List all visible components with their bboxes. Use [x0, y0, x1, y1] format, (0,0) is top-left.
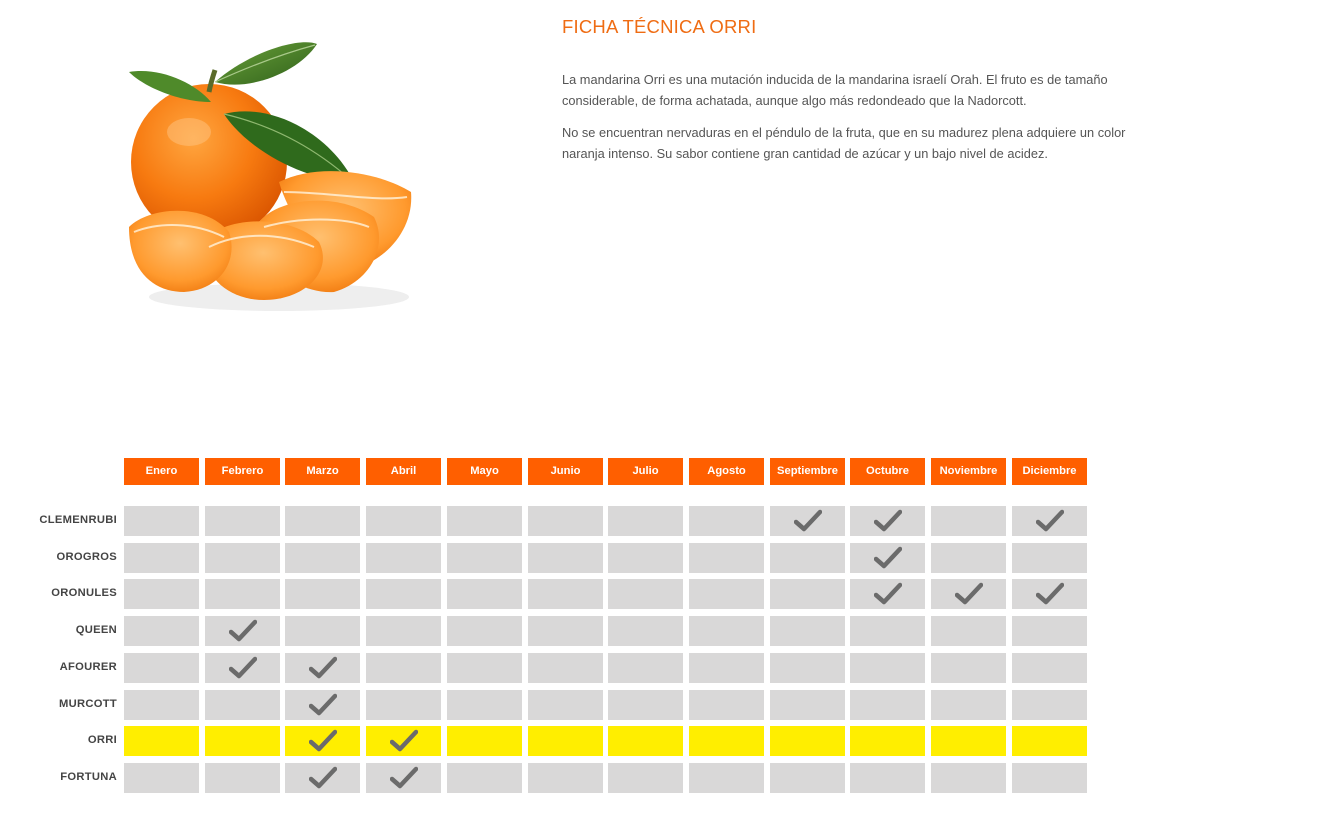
calendar-cell-orogros-junio — [528, 543, 603, 573]
calendar-cell-oronules-octubre — [850, 579, 925, 609]
calendar-cell-orogros-marzo — [285, 543, 360, 573]
calendar-cell-murcott-mayo — [447, 690, 522, 720]
calendar-cell-fortuna-agosto — [689, 763, 764, 793]
calendar-cell-orogros-diciembre — [1012, 543, 1087, 573]
calendar-cell-orri-agosto — [689, 726, 764, 756]
month-header-agosto: Agosto — [689, 458, 764, 485]
check-icon — [309, 729, 337, 753]
month-header-marzo: Marzo — [285, 458, 360, 485]
calendar-cell-afourer-enero — [124, 653, 199, 683]
calendar-cell-queen-agosto — [689, 616, 764, 646]
check-icon — [309, 693, 337, 717]
calendar-cell-queen-octubre — [850, 616, 925, 646]
calendar-cell-murcott-marzo — [285, 690, 360, 720]
calendar-cell-oronules-febrero — [205, 579, 280, 609]
calendar-cell-orri-diciembre — [1012, 726, 1087, 756]
month-header-junio: Junio — [528, 458, 603, 485]
variety-label-orri: ORRI — [87, 734, 117, 746]
variety-label-fortuna: FORTUNA — [60, 771, 117, 783]
calendar-cell-fortuna-junio — [528, 763, 603, 793]
calendar-cell-fortuna-julio — [608, 763, 683, 793]
calendar-cell-orri-junio — [528, 726, 603, 756]
calendar-cell-fortuna-marzo — [285, 763, 360, 793]
month-header-octubre: Octubre — [850, 458, 925, 485]
calendar-cell-orogros-enero — [124, 543, 199, 573]
calendar-cell-queen-mayo — [447, 616, 522, 646]
check-icon — [309, 656, 337, 680]
month-header-julio: Julio — [608, 458, 683, 485]
calendar-cell-clemenrubi-agosto — [689, 506, 764, 536]
calendar-cell-oronules-agosto — [689, 579, 764, 609]
calendar-cell-murcott-junio — [528, 690, 603, 720]
calendar-cell-murcott-agosto — [689, 690, 764, 720]
calendar-cell-murcott-septiembre — [770, 690, 845, 720]
calendar-cell-queen-marzo — [285, 616, 360, 646]
calendar-cell-queen-septiembre — [770, 616, 845, 646]
check-icon — [874, 582, 902, 606]
variety-label-queen: QUEEN — [75, 624, 117, 636]
check-icon — [874, 546, 902, 570]
calendar-cell-orogros-julio — [608, 543, 683, 573]
calendar-cell-murcott-diciembre — [1012, 690, 1087, 720]
variety-label-orogros: OROGROS — [56, 551, 117, 563]
check-icon — [390, 766, 418, 790]
calendar-cell-orri-febrero — [205, 726, 280, 756]
calendar-cell-orri-abril — [366, 726, 441, 756]
calendar-cell-fortuna-febrero — [205, 763, 280, 793]
description-paragraph-1: La mandarina Orri es una mutación inducida de la mandarina israelí Orah. El fruto es de tamaño considerable, de forma achatada, aunque algo más redondeado que la Nadorcott. — [562, 72, 1108, 108]
calendar-cell-queen-noviembre — [931, 616, 1006, 646]
calendar-cell-queen-abril — [366, 616, 441, 646]
calendar-cell-clemenrubi-enero — [124, 506, 199, 536]
month-header-diciembre: Diciembre — [1012, 458, 1087, 485]
calendar-cell-murcott-octubre — [850, 690, 925, 720]
calendar-cell-clemenrubi-diciembre — [1012, 506, 1087, 536]
check-icon — [309, 766, 337, 790]
variety-label-clemenrubi: CLEMENRUBI — [39, 514, 117, 526]
calendar-cell-oronules-noviembre — [931, 579, 1006, 609]
calendar-cell-clemenrubi-septiembre — [770, 506, 845, 536]
calendar-cell-orogros-abril — [366, 543, 441, 573]
month-header-febrero: Febrero — [205, 458, 280, 485]
calendar-cell-fortuna-abril — [366, 763, 441, 793]
check-icon — [874, 509, 902, 533]
calendar-cell-afourer-octubre — [850, 653, 925, 683]
calendar-cell-queen-febrero — [205, 616, 280, 646]
calendar-cell-queen-diciembre — [1012, 616, 1087, 646]
calendar-cell-clemenrubi-junio — [528, 506, 603, 536]
calendar-cell-oronules-enero — [124, 579, 199, 609]
calendar-cell-orri-noviembre — [931, 726, 1006, 756]
calendar-cell-fortuna-noviembre — [931, 763, 1006, 793]
calendar-cell-orri-marzo — [285, 726, 360, 756]
calendar-cell-orri-julio — [608, 726, 683, 756]
check-icon — [229, 619, 257, 643]
calendar-cell-queen-enero — [124, 616, 199, 646]
calendar-cell-oronules-diciembre — [1012, 579, 1087, 609]
check-icon — [794, 509, 822, 533]
calendar-cell-clemenrubi-marzo — [285, 506, 360, 536]
calendar-cell-afourer-noviembre — [931, 653, 1006, 683]
calendar-cell-fortuna-diciembre — [1012, 763, 1087, 793]
check-icon — [229, 656, 257, 680]
calendar-cell-fortuna-octubre — [850, 763, 925, 793]
calendar-cell-fortuna-enero — [124, 763, 199, 793]
calendar-cell-clemenrubi-noviembre — [931, 506, 1006, 536]
description-paragraph-2: No se encuentran nervaduras en el péndulo de la fruta, que en su madurez plena adquiere un color naranja intenso. Su sabor contiene gran cantidad de azúcar y un bajo nivel de acidez. — [562, 125, 1126, 161]
calendar-cell-clemenrubi-febrero — [205, 506, 280, 536]
calendar-cell-fortuna-septiembre — [770, 763, 845, 793]
check-icon — [1036, 509, 1064, 533]
calendar-cell-orogros-noviembre — [931, 543, 1006, 573]
check-icon — [1036, 582, 1064, 606]
calendar-cell-oronules-julio — [608, 579, 683, 609]
check-icon — [390, 729, 418, 753]
calendar-cell-afourer-julio — [608, 653, 683, 683]
variety-label-murcott: MURCOTT — [58, 698, 117, 710]
month-header-noviembre: Noviembre — [931, 458, 1006, 485]
calendar-cell-oronules-marzo — [285, 579, 360, 609]
calendar-cell-queen-junio — [528, 616, 603, 646]
variety-label-oronules: ORONULES — [51, 587, 117, 599]
page-title: FICHA TÉCNICA ORRI — [562, 16, 757, 37]
calendar-cell-orogros-agosto — [689, 543, 764, 573]
calendar-cell-orogros-septiembre — [770, 543, 845, 573]
calendar-cell-fortuna-mayo — [447, 763, 522, 793]
calendar-cell-clemenrubi-julio — [608, 506, 683, 536]
calendar-cell-afourer-marzo — [285, 653, 360, 683]
calendar-cell-orri-septiembre — [770, 726, 845, 756]
month-header-abril: Abril — [366, 458, 441, 485]
month-header-mayo: Mayo — [447, 458, 522, 485]
calendar-cell-clemenrubi-octubre — [850, 506, 925, 536]
calendar-cell-afourer-septiembre — [770, 653, 845, 683]
calendar-cell-oronules-mayo — [447, 579, 522, 609]
calendar-cell-orogros-mayo — [447, 543, 522, 573]
calendar-cell-murcott-julio — [608, 690, 683, 720]
calendar-cell-afourer-agosto — [689, 653, 764, 683]
calendar-cell-murcott-enero — [124, 690, 199, 720]
calendar-cell-clemenrubi-mayo — [447, 506, 522, 536]
calendar-cell-clemenrubi-abril — [366, 506, 441, 536]
calendar-cell-oronules-septiembre — [770, 579, 845, 609]
month-header-enero: Enero — [124, 458, 199, 485]
calendar-cell-orri-enero — [124, 726, 199, 756]
calendar-cell-murcott-noviembre — [931, 690, 1006, 720]
calendar-cell-orogros-febrero — [205, 543, 280, 573]
check-icon — [955, 582, 983, 606]
calendar-cell-oronules-junio — [528, 579, 603, 609]
calendar-cell-orogros-octubre — [850, 543, 925, 573]
variety-label-afourer: AFOURER — [59, 661, 117, 673]
calendar-cell-afourer-diciembre — [1012, 653, 1087, 683]
calendar-cell-afourer-mayo — [447, 653, 522, 683]
calendar-cell-queen-julio — [608, 616, 683, 646]
calendar-cell-murcott-febrero — [205, 690, 280, 720]
calendar-cell-afourer-febrero — [205, 653, 280, 683]
calendar-cell-orri-octubre — [850, 726, 925, 756]
calendar-cell-oronules-abril — [366, 579, 441, 609]
calendar-cell-orri-mayo — [447, 726, 522, 756]
month-header-septiembre: Septiembre — [770, 458, 845, 485]
calendar-cell-afourer-junio — [528, 653, 603, 683]
calendar-cell-murcott-abril — [366, 690, 441, 720]
calendar-cell-afourer-abril — [366, 653, 441, 683]
